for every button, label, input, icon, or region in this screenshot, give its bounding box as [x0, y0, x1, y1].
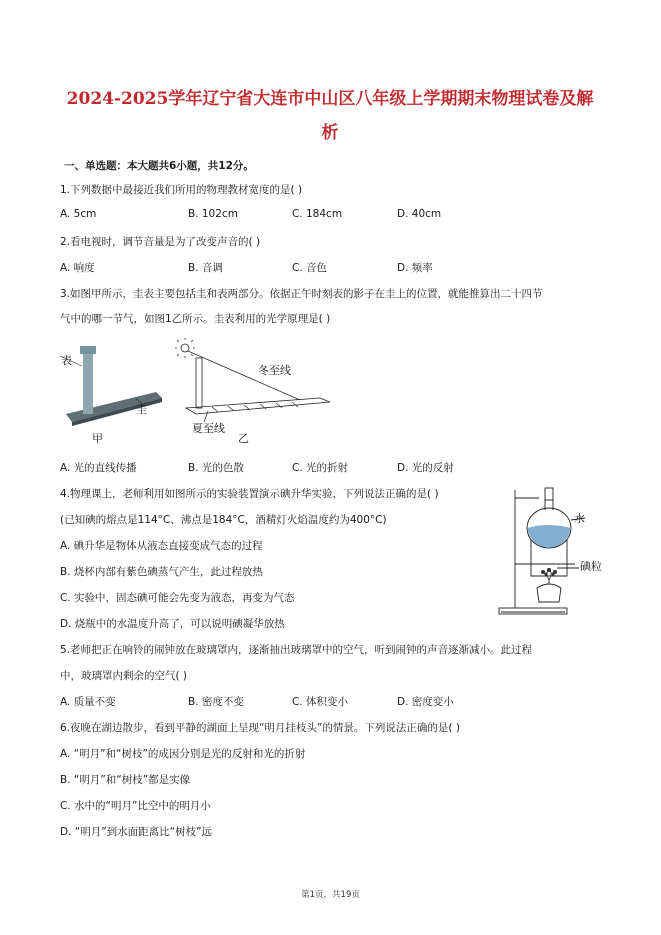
- q2-option-b: B. 音调: [188, 262, 223, 274]
- q4-stem-line2: (已知碘的熔点是114°C、沸点是184°C，酒精灯火焰温度约为400°C): [60, 514, 387, 526]
- q5-stem-line1: 5.老师把正在响铃的闹钟放在玻璃罩内，逐渐抽出玻璃罩中的空气，听到闹钟的声音逐渐减小。此过程: [60, 644, 533, 656]
- gnomon-photo-figure: [58, 342, 168, 442]
- label-xiazhi: 夏至线: [192, 422, 225, 435]
- q1-option-a: A. 5cm: [60, 208, 97, 220]
- paper-title-line1: 2024-2025学年辽宁省大连市中山区八年级上学期期末物理试卷及解: [66, 89, 594, 109]
- q6-option-b: B. “明月”和“树枝”都是实像: [60, 774, 191, 786]
- iodine-sublimation-apparatus: [493, 484, 603, 622]
- q4-stem-line1: 4.物理课上，老师利用如图所示的实验装置演示碘升华实验，下列说法正确的是( ): [60, 488, 439, 500]
- label-yi: 乙: [238, 432, 249, 445]
- paper-title-line2: 析: [321, 123, 339, 143]
- page-footer: 第1页，共19页: [301, 890, 360, 900]
- q4-option-d: D. 烧瓶中的水温度升高了，可以说明碘凝华放热: [60, 618, 285, 630]
- q6-option-c: C. 水中的“明月”比空中的明月小: [60, 800, 211, 812]
- label-gui: 圭: [136, 403, 147, 416]
- q5-option-a: A. 质量不变: [60, 696, 116, 708]
- q5-option-d: D. 密度变小: [397, 696, 454, 708]
- q2-option-d: D. 频率: [397, 262, 433, 274]
- label-biao: 表: [61, 354, 72, 367]
- label-jia: 甲: [92, 432, 103, 445]
- q3-option-a: A. 光的直线传播: [60, 462, 137, 474]
- q2-option-a: A. 响度: [60, 262, 95, 274]
- q4-option-b: B. 烧杯内部有紫色碘蒸气产生，此过程放热: [60, 566, 263, 578]
- q5-option-b: B. 密度不变: [188, 696, 244, 708]
- q3-stem-line2: 气中的哪一节气，如图1乙所示。圭表利用的光学原理是( ): [60, 313, 331, 325]
- label-water: 水: [574, 512, 585, 525]
- label-iodine: 碘粒: [580, 560, 602, 573]
- q3-option-b: B. 光的色散: [188, 462, 244, 474]
- q1-stem: 1.下列数据中最接近我们所用的物理教材宽度的是( ): [60, 184, 303, 196]
- q4-option-a: A. 碘升华是物体从液态直接变成气态的过程: [60, 540, 263, 552]
- label-dongzhi: 冬至线: [258, 364, 291, 377]
- q3-option-c: C. 光的折射: [292, 462, 349, 474]
- q4-option-c: C. 实验中，固态碘可能会先变为液态，再变为气态: [60, 592, 295, 604]
- q5-stem-line2: 中，玻璃罩内剩余的空气( ): [60, 670, 188, 682]
- section-heading: 一、单选题：本大题共6小题，共12分。: [64, 160, 254, 172]
- q3-stem-line1: 3.如图甲所示，圭表主要包括圭和表两部分。依据正午时刻表的影子在圭上的位置，就能推算出二十四节: [60, 288, 543, 300]
- q6-stem: 6.夜晚在湖边散步，看到平静的湖面上呈现“明月挂枝头”的情景。下列说法正确的是( ): [60, 722, 460, 734]
- q2-option-c: C. 音色: [292, 262, 328, 274]
- q1-option-c: C. 184cm: [292, 208, 343, 220]
- paper-title: [40, 82, 620, 150]
- q2-stem: 2.看电视时，调节音量是为了改变声音的( ): [60, 236, 261, 248]
- q1-option-d: D. 40cm: [397, 208, 442, 220]
- q3-option-d: D. 光的反射: [397, 462, 454, 474]
- q5-option-c: C. 体积变小: [292, 696, 349, 708]
- q6-option-d: D. “明月”到水面距离比“树枝”远: [60, 826, 213, 838]
- q6-option-a: A. “明月”和“树枝”的成因分别是光的反射和光的折射: [60, 748, 306, 760]
- q1-option-b: B. 102cm: [188, 208, 238, 220]
